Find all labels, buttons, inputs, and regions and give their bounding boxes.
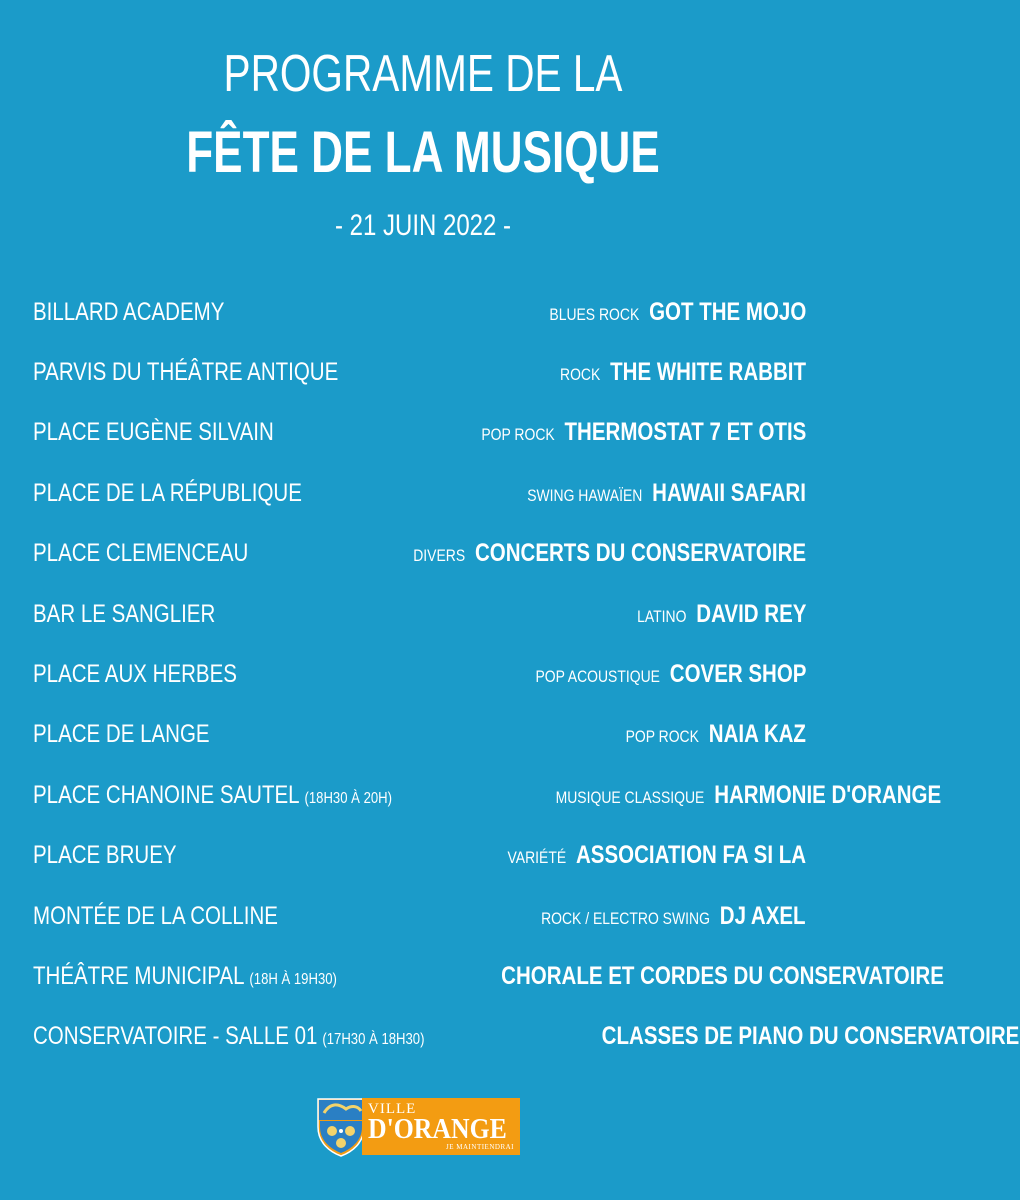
genre: POP ACOUSTIQUE (535, 667, 660, 687)
program-row (33, 584, 806, 644)
program-row (33, 826, 806, 886)
venue: PLACE DE LA RÉPUBLIQUE (33, 478, 302, 507)
band: HAWAII SAFARI (652, 478, 806, 507)
title-line-2: FÊTE DE LA MUSIQUE (186, 120, 660, 185)
genre: MUSIQUE CLASSIQUE (555, 787, 705, 807)
program-row (33, 1007, 1020, 1067)
program-row (33, 463, 806, 523)
program-row (33, 705, 806, 765)
venue: PLACE CHANOINE SAUTEL (18H30 À 20H) (33, 780, 393, 809)
venue: PLACE BRUEY (33, 841, 177, 870)
time-note: (18H À 19H30) (249, 970, 337, 988)
program-row (33, 644, 806, 704)
genre: LATINO (636, 606, 687, 626)
band: GOT THE MOJO (648, 297, 806, 326)
genre: ROCK / ELECTRO SWING (541, 908, 711, 928)
program-row (33, 403, 806, 463)
band: HARMONIE D'ORANGE (714, 780, 941, 809)
logo-ville: VILLE (368, 1101, 417, 1117)
venue: BAR LE SANGLIER (33, 599, 216, 628)
venue: PLACE CLEMENCEAU (33, 539, 249, 568)
band: NAIA KAZ (708, 720, 806, 749)
program-list (33, 282, 1020, 1067)
genre: POP ROCK (480, 425, 555, 445)
program-row (33, 282, 806, 342)
program-row (33, 342, 806, 402)
band: ASSOCIATION FA SI LA (575, 841, 806, 870)
logo-name: D'ORANGE (368, 1114, 507, 1145)
coat-of-arms-icon (316, 1097, 366, 1157)
ville-orange-logo (316, 1097, 520, 1157)
venue: BILLARD ACADEMY (33, 297, 225, 326)
band: DAVID REY (695, 599, 806, 628)
program-row (33, 765, 941, 825)
genre: SWING HAWAÏEN (527, 485, 643, 505)
genre: POP ROCK (625, 727, 699, 747)
genre: DIVERS (413, 546, 466, 566)
program-row (33, 524, 806, 584)
genre: ROCK (560, 365, 601, 385)
band: DJ AXEL (720, 901, 806, 930)
time-note: (17H30 À 18H30) (322, 1031, 425, 1049)
venue: THÉÂTRE MUNICIPAL (18H À 19H30) (33, 961, 337, 990)
band: THERMOSTAT 7 ET OTIS (564, 418, 806, 447)
venue: CONSERVATOIRE - SALLE 01 (17H30 À 18H30) (33, 1022, 425, 1051)
venue: PLACE AUX HERBES (33, 660, 237, 689)
program-row (33, 886, 806, 946)
venue: PARVIS DU THÉÂTRE ANTIQUE (33, 358, 339, 387)
band: THE WHITE RABBIT (610, 358, 806, 387)
event-date: - 21 JUIN 2022 - (334, 209, 512, 242)
venue: PLACE EUGÈNE SILVAIN (33, 418, 274, 447)
time-note: (18H30 À 20H) (304, 789, 393, 807)
band: CLASSES DE PIANO DU CONSERVATOIRE (602, 1022, 1020, 1051)
logo-motto: JE MAINTIENDRAI (446, 1143, 514, 1151)
band: CONCERTS DU CONSERVATOIRE (474, 539, 806, 568)
venue: PLACE DE LANGE (33, 720, 210, 749)
band: COVER SHOP (669, 660, 806, 689)
program-row (33, 946, 944, 1006)
band: CHORALE ET CORDES DU CONSERVATOIRE (500, 961, 944, 990)
venue: MONTÉE DE LA COLLINE (33, 901, 278, 930)
logo-plate (362, 1098, 520, 1155)
genre: VARIÉTÉ (507, 848, 567, 868)
genre: BLUES ROCK (549, 304, 639, 324)
title-line-1: PROGRAMME DE LA (223, 45, 623, 103)
